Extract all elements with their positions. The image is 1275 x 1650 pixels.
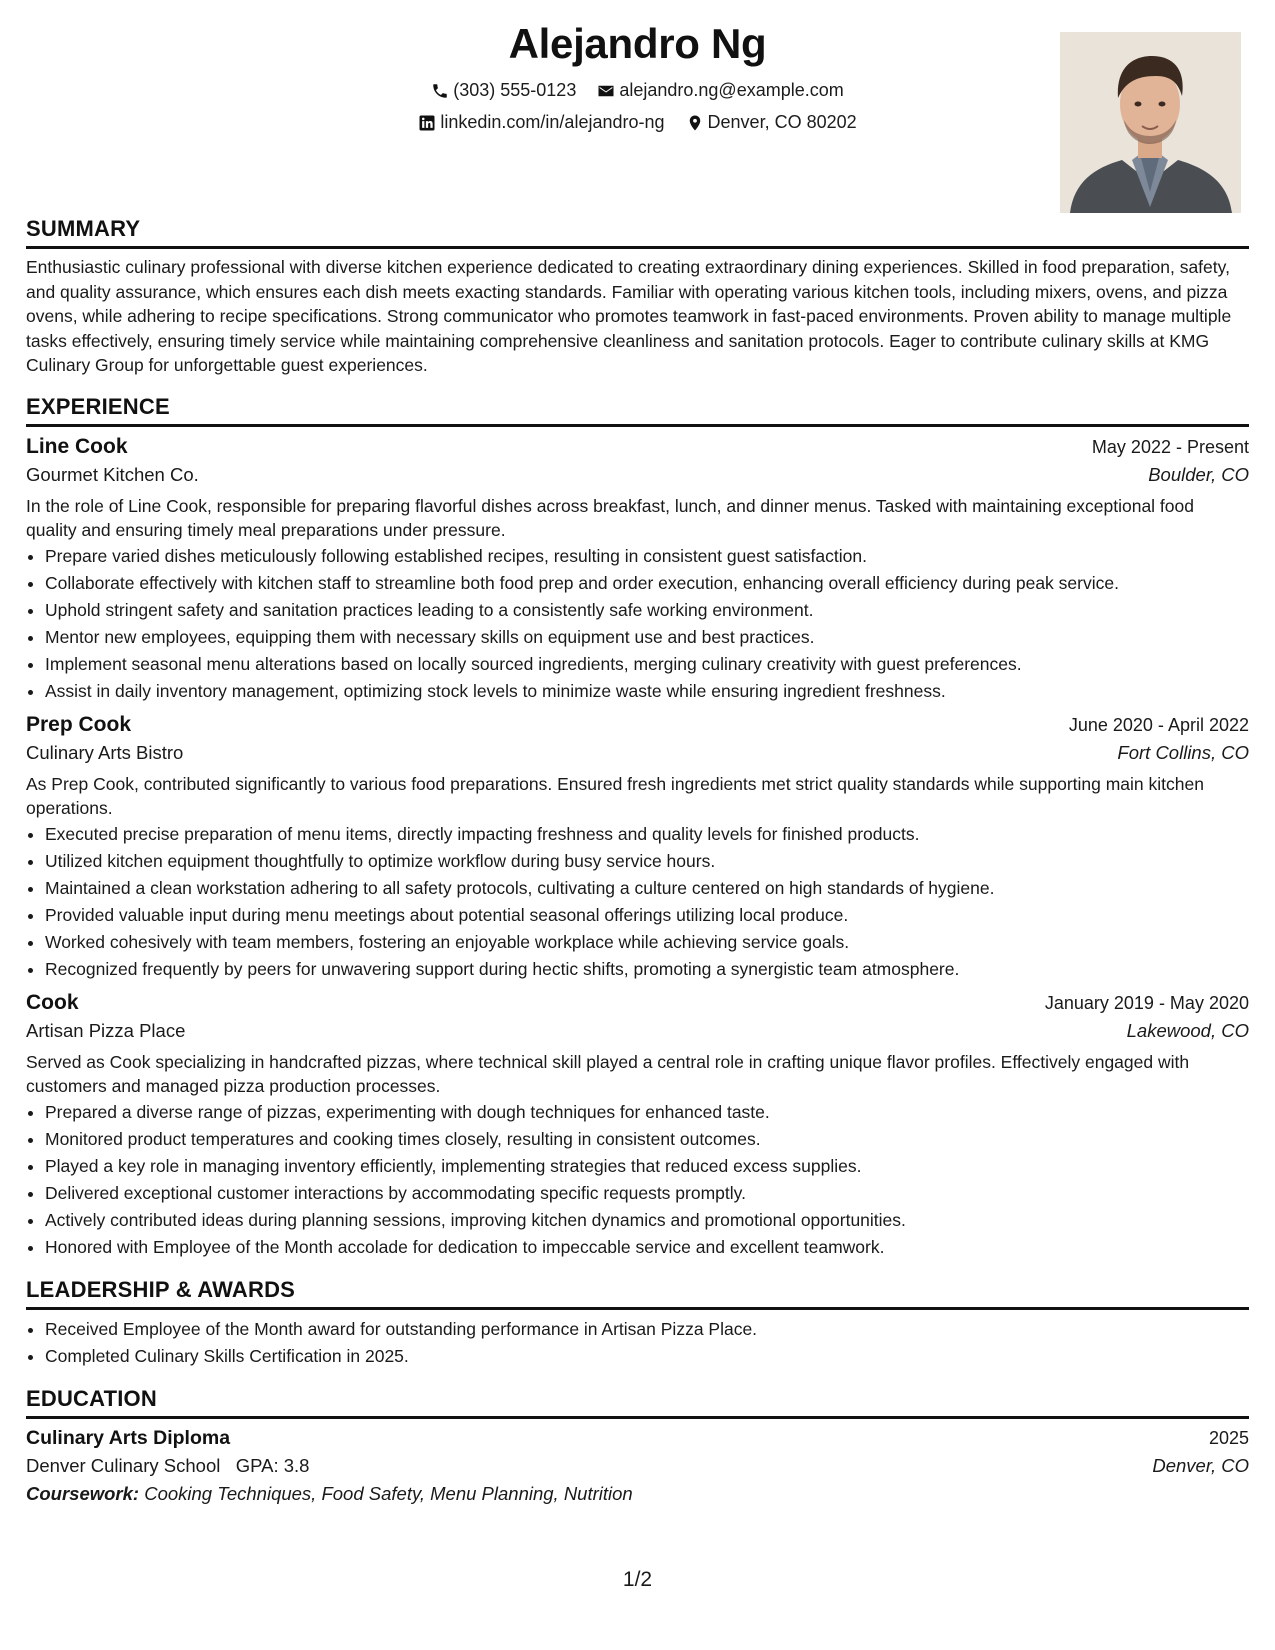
job-location: Fort Collins, CO <box>1117 741 1249 763</box>
list-item: • Utilized kitchen equipment thoughtfully to optimize workflow during busy service hours. <box>45 848 1249 875</box>
list-item: • Uphold stringent safety and sanitation practices leading to a consistently safe working environment. <box>45 597 1249 624</box>
job-company: Culinary Arts Bistro <box>26 741 184 763</box>
school-location: Denver, CO <box>1152 1454 1249 1476</box>
coursework-text: Cooking Techniques, Food Safety, Menu Planning, Nutrition <box>144 1482 633 1504</box>
job-description: As Prep Cook, contributed significantly to various food preparations. Ensured fresh ingredients met strict quality standards while supporting main kitchen operations. <box>26 773 1204 818</box>
phone-contact <box>431 80 576 101</box>
email-contact[interactable] <box>597 80 843 101</box>
job-company: Artisan Pizza Place <box>26 1019 186 1041</box>
job-description: In the role of Line Cook, responsible for preparing flavorful dishes across breakfast, lunch, and dinner menus. Tasked with maintaining exceptional food quality and ensuring timely meal preparations under pressure. <box>26 495 1194 540</box>
list-item: • Actively contributed ideas during planning sessions, improving kitchen dynamics and promotional opportunities. <box>45 1207 1249 1234</box>
email-text: alejandro.ng@example.com <box>619 80 844 100</box>
job-entry <box>26 991 1249 1261</box>
list-item: • Played a key role in managing inventory efficiently, implementing strategies that reduced excess supplies. <box>45 1153 1249 1180</box>
job-description: Served as Cook specializing in handcrafted pizzas, where technical skill played a central role in crafting unique flavor profiles. Effectively engaged with customers and managed pizza production processes. <box>26 1051 1190 1096</box>
section-title-experience: EXPERIENCE <box>26 394 1249 427</box>
resume-header <box>26 0 1249 214</box>
list-item: • Worked cohesively with team members, fostering an enjoyable workplace while achieving service goals. <box>45 929 1249 956</box>
job-bullets <box>26 1099 1249 1261</box>
list-item: • Completed Culinary Skills Certification in 2025. <box>45 1343 1249 1370</box>
section-title-summary: SUMMARY <box>26 216 1249 249</box>
list-item: • Prepare varied dishes meticulously following established recipes, resulting in consistent guest satisfaction. <box>45 543 1249 570</box>
page-number: 1/2 <box>622 1568 653 1591</box>
job-title: Prep Cook <box>26 712 132 736</box>
job-dates: June 2020 - April 2022 <box>1068 714 1249 735</box>
school-name: Denver Culinary School <box>26 1454 221 1476</box>
job-bullets <box>26 821 1249 983</box>
coursework-label: Coursework: <box>26 1482 140 1504</box>
list-item: • Recognized frequently by peers for unwavering support during hectic shifts, promoting a synergistic team atmosphere. <box>45 956 1249 983</box>
job-entry <box>26 435 1249 705</box>
summary-text: Enthusiastic culinary professional with diverse kitchen experience dedicated to creating extraordinary dining experiences. Skilled in food preparation, safety, and quality assurance, which ensures each dish meets exacting standards. Familiar with operating various kitchen tools, including mixers, ovens, and pizza ovens, while adhering to recipe specifications. Strong communicator who promotes teamwork in fast-paced environments. Proven ability to manage multiple tasks effectively, ensuring timely service while maintaining comprehensive cleanliness and sanitation protocols. Eager to contribute culinary skills at KMG Culinary Group for unforgettable guest experiences. <box>26 257 1232 375</box>
awards-list <box>26 1316 1249 1370</box>
summary-section <box>26 216 1249 378</box>
awards-section <box>26 1277 1249 1370</box>
job-dates: May 2022 - Present <box>1091 436 1249 457</box>
section-title-awards: LEADERSHIP & AWARDS <box>26 1277 1249 1310</box>
phone-text: (303) 555-0123 <box>453 80 577 100</box>
profile-photo <box>1060 32 1241 213</box>
list-item: • Delivered exceptional customer interactions by accommodating specific requests promptly. <box>45 1180 1249 1207</box>
resume-page <box>26 0 1249 1650</box>
list-item: • Mentor new employees, equipping them with necessary skills on equipment use and best practices. <box>45 624 1249 651</box>
list-item: • Provided valuable input during menu meetings about potential seasonal offerings utilizing local produce. <box>45 902 1249 929</box>
job-company: Gourmet Kitchen Co. <box>26 463 199 485</box>
list-item: • Collaborate effectively with kitchen staff to streamline both food prep and order execution, enhancing overall efficiency during peak service. <box>45 570 1249 597</box>
job-location: Lakewood, CO <box>1126 1019 1249 1041</box>
location-pin-icon <box>686 114 704 132</box>
location-text: Denver, CO 80202 <box>707 112 857 132</box>
list-item: • Honored with Employee of the Month accolade for dedication to impeccable service and excellent teamwork. <box>45 1234 1249 1261</box>
list-item: • Prepared a diverse range of pizzas, experimenting with dough techniques for enhanced taste. <box>45 1099 1249 1126</box>
job-entry <box>26 713 1249 983</box>
linkedin-icon <box>418 114 436 132</box>
phone-icon <box>431 82 449 100</box>
job-title: Line Cook <box>26 434 128 458</box>
school-info <box>26 1455 309 1477</box>
candidate-name: Alejandro Ng <box>508 20 767 67</box>
experience-section <box>26 394 1249 1261</box>
gpa-text: GPA: 3.8 <box>235 1454 310 1476</box>
email-icon <box>597 82 615 100</box>
section-title-education: EDUCATION <box>26 1386 1249 1419</box>
list-item: • Received Employee of the Month award for outstanding performance in Artisan Pizza Place. <box>45 1316 1249 1343</box>
job-title: Cook <box>26 990 79 1014</box>
degree-title: Culinary Arts Diploma <box>26 1426 231 1449</box>
coursework-line <box>26 1483 1249 1505</box>
job-location: Boulder, CO <box>1148 463 1249 485</box>
location-contact <box>686 112 857 133</box>
list-item: • Maintained a clean workstation adhering to all safety protocols, cultivating a culture centered on high standards of hygiene. <box>45 875 1249 902</box>
degree-year: 2025 <box>1208 1427 1249 1448</box>
linkedin-text: linkedin.com/in/alejandro-ng <box>440 112 665 132</box>
linkedin-contact[interactable] <box>418 112 664 133</box>
job-bullets <box>26 543 1249 705</box>
job-dates: January 2019 - May 2020 <box>1044 992 1249 1013</box>
list-item: • Monitored product temperatures and cooking times closely, resulting in consistent outcomes. <box>45 1126 1249 1153</box>
education-section <box>26 1386 1249 1505</box>
list-item: • Implement seasonal menu alterations based on locally sourced ingredients, merging culinary creativity with guest preferences. <box>45 651 1249 678</box>
list-item: • Assist in daily inventory management, optimizing stock levels to minimize waste while ensuring ingredient freshness. <box>45 678 1249 705</box>
list-item: • Executed precise preparation of menu items, directly impacting freshness and quality levels for finished products. <box>45 821 1249 848</box>
